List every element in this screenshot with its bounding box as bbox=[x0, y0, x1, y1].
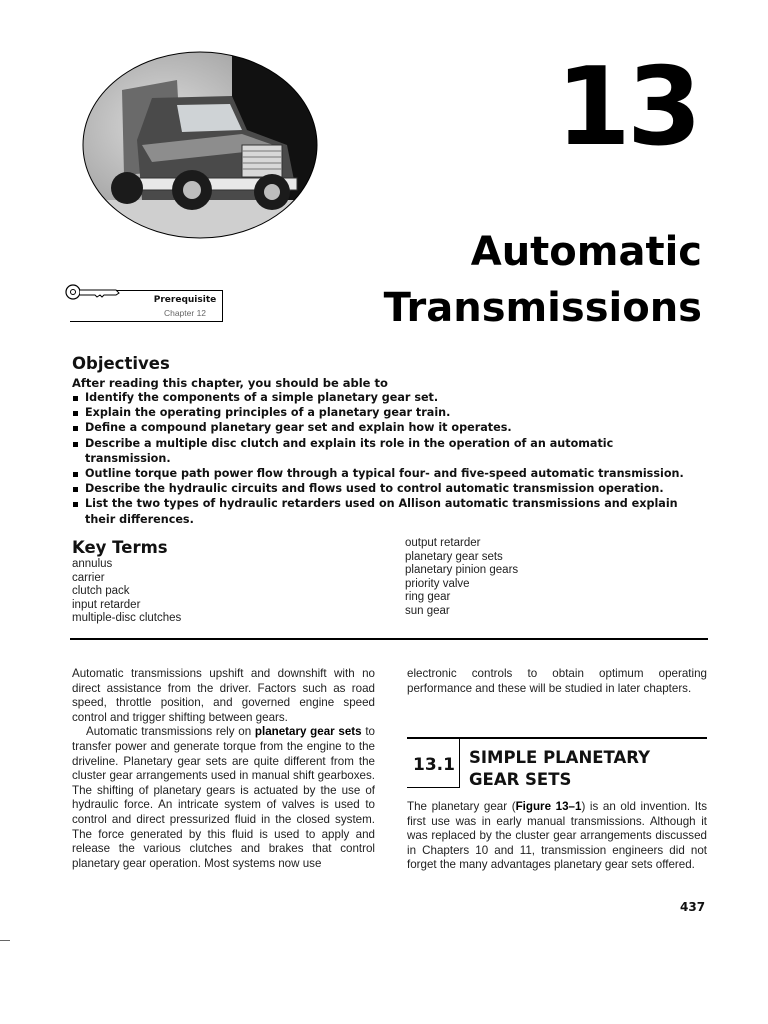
chapter-title-line1: Automatic bbox=[470, 229, 702, 275]
objective-item: Identify the components of a simple planetary gear set. bbox=[72, 390, 692, 405]
body-paragraph: The planetary gear (Figure 13–1) is an old invention. Its first use was in early manual transmissions. Although it was replaced by the cluster gear arrangements discussed in Chapters 10 and 11, transmission engineers did not forget the many advantages planetary gear sets offered. bbox=[407, 800, 707, 872]
section-divider bbox=[70, 638, 708, 640]
figure-reference: Figure 13–1 bbox=[515, 800, 582, 813]
objectives-heading: Objectives bbox=[72, 354, 170, 373]
objectives-list bbox=[72, 390, 692, 527]
page-number: 437 bbox=[680, 900, 706, 914]
objectives-intro: After reading this chapter, you should be able to bbox=[72, 376, 388, 390]
key-term: output retarder bbox=[405, 537, 481, 549]
key-term: planetary pinion gears bbox=[405, 564, 519, 576]
key-term: carrier bbox=[72, 571, 105, 584]
body-column-right-lower bbox=[407, 800, 707, 873]
section-number: 13.1 bbox=[413, 755, 455, 775]
key-terms-heading: Key Terms bbox=[72, 538, 168, 557]
body-paragraph: Automatic transmissions rely on planetary gear sets to transfer power and generate torque from the engine to the driveline. Planetary gear sets are quite different from the cluster gear arrangements used in manual shift gearboxes. The shifting of planetary gears is actuated by the use of hydraulic force. An intricate system of valves is used to control and direct pressurized fluid in the closed system. The force generated by this fluid is used to apply and release the various clutches and brakes that control planetary gear operation. Most systems now use bbox=[72, 725, 376, 870]
key-terms-column-1 bbox=[72, 558, 181, 626]
objective-item: Describe the hydraulic circuits and flows used to control automatic transmission operation. bbox=[72, 481, 692, 496]
key-terms-column-2 bbox=[405, 537, 518, 618]
key-term: planetary gear sets bbox=[405, 550, 503, 563]
bold-term: planetary gear sets bbox=[254, 725, 362, 739]
section-title: SIMPLE PLANETARY GEAR SETS bbox=[469, 748, 651, 789]
key-icon bbox=[64, 282, 124, 302]
objective-item: List the two types of hydraulic retarders used on Allison automatic transmissions and explain their differences. bbox=[72, 496, 692, 526]
key-term: clutch pack bbox=[72, 585, 130, 597]
prerequisite-label: Prerequisite bbox=[153, 295, 217, 305]
key-term: multiple-disc clutches bbox=[72, 612, 182, 624]
key-term: priority valve bbox=[405, 577, 470, 590]
body-paragraph: Automatic transmissions upshift and downshift with no direct assistance from the driver. Factors such as road speed, throttle position, and governed engine speed control and trigger shifting between gears. bbox=[72, 667, 375, 724]
key-term: annulus bbox=[72, 558, 113, 570]
chapter-title-line2: Transmissions bbox=[383, 285, 702, 331]
body-column-left bbox=[72, 667, 375, 871]
key-term: ring gear bbox=[405, 591, 451, 603]
scan-edge-mark bbox=[0, 940, 10, 941]
truck-photo bbox=[82, 50, 318, 240]
body-column-right bbox=[407, 667, 707, 696]
objective-item: Define a compound planetary gear set and explain how it operates. bbox=[72, 420, 692, 435]
key-term: sun gear bbox=[405, 604, 450, 617]
objective-item: Explain the operating principles of a planetary gear train. bbox=[72, 405, 692, 420]
objective-item: Describe a multiple disc clutch and explain its role in the operation of an automatic transmission. bbox=[72, 436, 692, 466]
prerequisite-chapter: Chapter 12 bbox=[163, 308, 207, 318]
chapter-number: 13 bbox=[555, 45, 698, 170]
key-term: input retarder bbox=[72, 598, 141, 611]
objective-item: Outline torque path power flow through a typical four- and five-speed automatic transmission. bbox=[72, 466, 692, 481]
body-paragraph: electronic controls to obtain optimum operating performance and these will be studied in later chapters. bbox=[407, 667, 707, 695]
